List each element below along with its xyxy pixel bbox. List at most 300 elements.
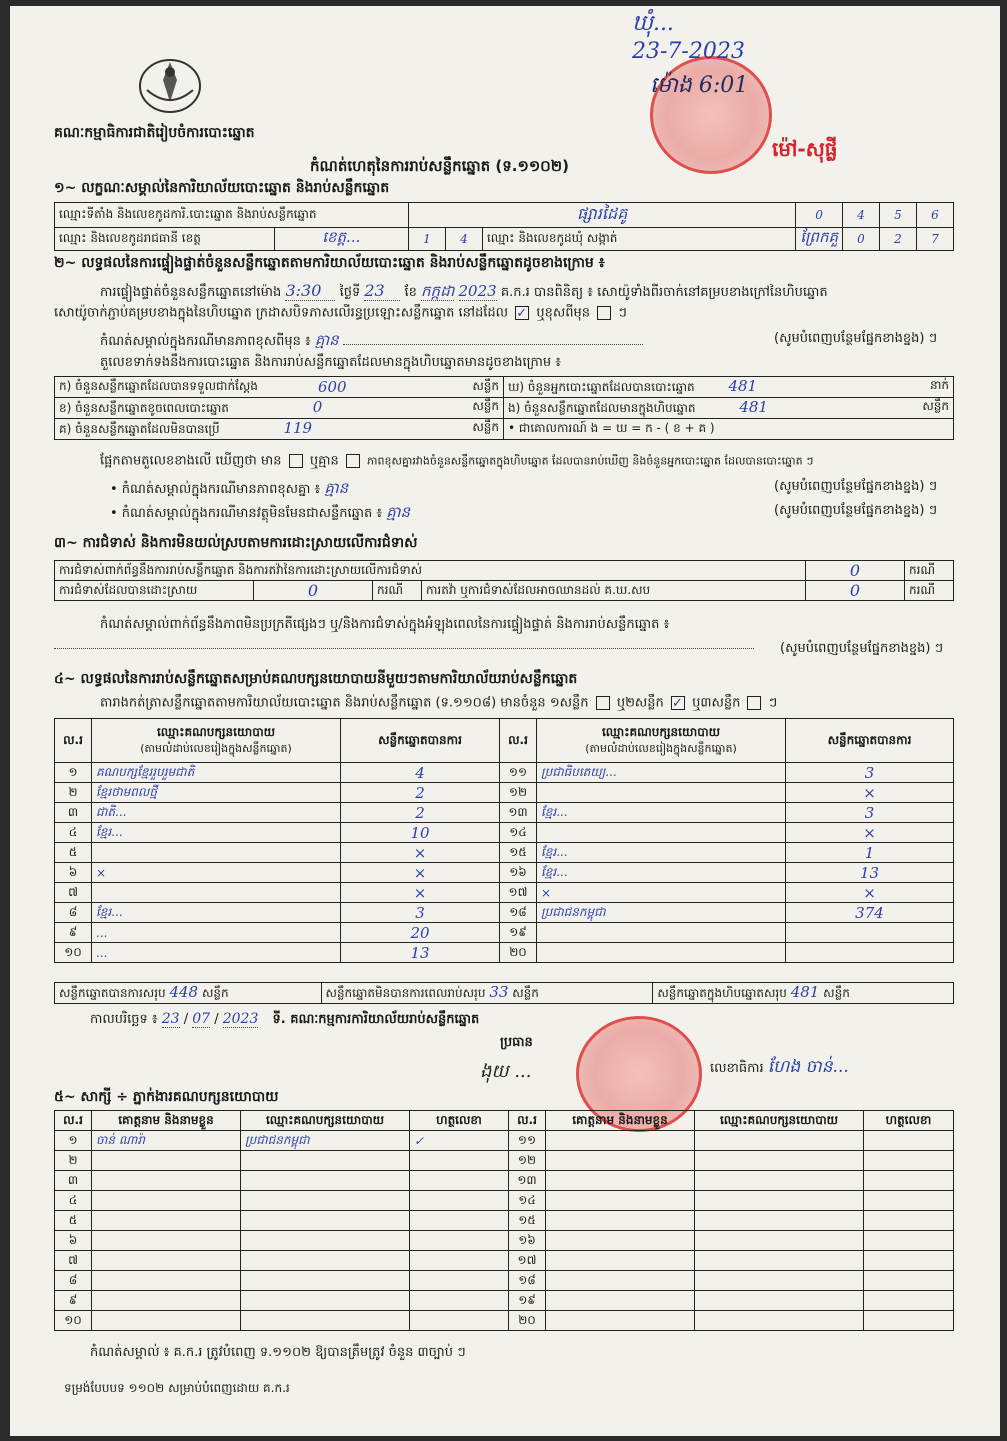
verify-line-2-text: សោយ៉ូចាក់ភ្ជាប់គម្របខាងក្នុងនៃហិបឆ្នោត ក្រដាសបិទភាសលើរន្ធប្រឡោះសន្លឹកឆ្នោត នៅដដែល xyxy=(54,305,509,321)
witness-row-party-left xyxy=(241,1211,410,1231)
witness-col-party-right: ឈ្មោះគណបក្សនយោបាយ xyxy=(695,1111,864,1131)
results-row-no-right: ១៣ xyxy=(500,803,537,823)
results-row-party-left xyxy=(92,883,341,903)
witness-row-sign-left[interactable] xyxy=(410,1151,509,1171)
total-invalid-unit: សន្លឹក xyxy=(512,986,539,1000)
results-row-votes-right: 3 xyxy=(786,803,954,823)
witness-row-name-left xyxy=(92,1251,241,1271)
results-row-party-right: ប្រជាជនកម្ពុជា xyxy=(537,903,786,923)
fig-ko-label xyxy=(55,419,504,440)
fig-gh-value: 481 xyxy=(728,377,758,395)
witness-row-no-right: ១៩ xyxy=(509,1291,546,1311)
verify-line-2: សោយ៉ូចាក់ភ្ជាប់គម្របខាងក្នុងនៃហិបឆ្នោត ក្រដាសបិទភាសលើរន្ធប្រឡោះសន្លឹកឆ្នោត នៅដដែល ✓ ឬខុសពីមុន ៗ xyxy=(54,305,627,321)
objection-fill-more: (សូមបំពេញបន្ថែមផ្នែកខាងខ្នង) ៗ xyxy=(780,641,944,656)
row1-code-1: 0 xyxy=(796,203,843,228)
signing-date-line: កាលបរិច្ឆេទ ៖ 23 / 07 / 2023 ទី. គណៈកម្មការការិយាល័យរាប់សន្លឹកឆ្នោត xyxy=(90,1011,480,1027)
witness-row-no-right: ២០ xyxy=(509,1311,546,1331)
witness-row-sign-right[interactable] xyxy=(864,1151,954,1171)
results-table xyxy=(54,718,954,963)
witness-row-no-left: ១ xyxy=(55,1131,92,1151)
results-row-votes-right: × xyxy=(786,783,954,803)
results-row xyxy=(55,943,954,963)
results-row xyxy=(55,823,954,843)
results-row-no-left: ២ xyxy=(55,783,92,803)
results-row-party-left: ... xyxy=(92,923,341,943)
results-row xyxy=(55,803,954,823)
row1-code-4: 6 xyxy=(917,203,954,228)
results-row-party-right: × xyxy=(537,883,786,903)
fig-kh-label xyxy=(55,398,504,419)
witness-row xyxy=(55,1131,954,1151)
results-row xyxy=(55,843,954,863)
objection-row2b-unit: ករណី xyxy=(905,581,954,601)
verify-line-1-rest: គ.ក.រ បានពិនិត្យ ៖ សោយ៉ូទាំងពីរចាក់នៅគម្របខាងក្រៅនៃហិបឆ្នោត xyxy=(500,285,828,300)
committee-name: គណៈកម្មាធិការជាតិរៀបចំការបោះឆ្នោត xyxy=(54,125,255,141)
results-row-votes-left: 10 xyxy=(341,823,500,843)
results-row-party-right: ប្រជាធិបតេយ្យ... xyxy=(537,763,786,783)
results-row-party-left: ជាតិ... xyxy=(92,803,341,823)
witness-row-sign-left[interactable] xyxy=(410,1211,509,1231)
row1-value: ផ្សារដៃគូ xyxy=(409,203,796,228)
witness-row-party-right xyxy=(695,1291,864,1311)
diff-note-label: • កំណត់សម្គាល់ក្នុងករណីមានភាពខុសគ្នា ៖ xyxy=(110,482,321,497)
fig-ko-unit: សន្លឹក xyxy=(472,420,499,434)
results-col-votes-right: សន្លឹកឆ្នោតបានការ xyxy=(786,719,954,763)
handwritten-date: 23-7-2023 xyxy=(632,39,745,64)
witness-row-no-left: ៨ xyxy=(55,1271,92,1291)
figures-intro: តួលេខទាក់ទងនឹងការបោះឆ្នោត និងការរាប់សន្លឹកឆ្នោតដែលមានក្នុងហិបឆ្នោតមានដូចខាងក្រោម ៖ xyxy=(100,355,561,370)
witness-row-sign-right[interactable] xyxy=(864,1291,954,1311)
fig-kh-value: 0 xyxy=(312,398,323,416)
row2-label: ឈ្មោះ និងលេខកូដរាជធានី ខេត្ត xyxy=(55,228,275,251)
results-row-no-right: ១៤ xyxy=(500,823,537,843)
results-col-party-right-sub: (តាមលំដាប់លេខរៀងក្នុងសន្លឹកឆ្នោត) xyxy=(585,741,737,755)
fig-gh-text: ឃ) ចំនួនអ្នកបោះឆ្នោតដែលបានបោះឆ្នោត xyxy=(508,380,695,394)
results-row-no-right: ១៧ xyxy=(500,883,537,903)
witness-row-no-left: ៣ xyxy=(55,1171,92,1191)
witness-row-no-left: ៥ xyxy=(55,1211,92,1231)
row2-commune-code-2: 2 xyxy=(880,228,917,251)
fig-formula: • ជាគោលការណ៍ ង = ឃ = ក - ( ខ + គ ) xyxy=(504,419,954,440)
two-sheets-checkbox[interactable]: ✓ xyxy=(671,696,685,710)
results-col-party-left-sub: (តាមលំដាប់លេខរៀងក្នុងសន្លឹកឆ្នោត) xyxy=(140,741,292,755)
witness-row-name-right xyxy=(546,1131,695,1151)
row2-commune-value: ព្រែកគួ xyxy=(796,228,843,251)
results-row-votes-right: × xyxy=(786,883,954,903)
three-sheets-checkbox[interactable] xyxy=(747,696,761,710)
results-row-votes-left: 20 xyxy=(341,923,500,943)
results-row-party-left xyxy=(92,843,341,863)
witness-row-sign-left[interactable]: ✓ xyxy=(410,1131,509,1151)
results-row-party-right: ខ្មែរ... xyxy=(537,843,786,863)
objection-row2-value: 0 xyxy=(254,581,373,601)
witness-col-sign-right: ហត្ថលេខា xyxy=(864,1111,954,1131)
results-col-party-right xyxy=(537,719,786,763)
results-row-no-left: ៤ xyxy=(55,823,92,843)
witness-row-sign-right[interactable] xyxy=(864,1311,954,1331)
results-row-no-left: ៨ xyxy=(55,903,92,923)
witness-col-sign-left: ហត្ថលេខា xyxy=(410,1111,509,1131)
results-row-no-right: ២០ xyxy=(500,943,537,963)
fig-k-text: ក) ចំនួនសន្លឹកឆ្នោតដែលបានទទួលជាក់ស្តែង xyxy=(59,379,258,393)
fig-k-value: 600 xyxy=(317,378,347,396)
results-row-party-right xyxy=(537,783,786,803)
results-row-party-left: ខ្មែរ... xyxy=(92,903,341,923)
different-option-label: ឬខុសពីមុន xyxy=(536,305,590,321)
results-row xyxy=(55,903,954,923)
results-row-votes-left: 13 xyxy=(341,943,500,963)
witness-row-party-right xyxy=(695,1171,864,1191)
objection-table xyxy=(54,560,954,601)
witness-row-party-left xyxy=(241,1151,410,1171)
results-row-no-left: ៦ xyxy=(55,863,92,883)
verify-year: 2023 xyxy=(458,282,497,300)
witness-row-party-left xyxy=(241,1311,410,1331)
witness-row-no-right: ១៧ xyxy=(509,1251,546,1271)
fig-gh-label xyxy=(504,377,954,398)
section2-heading: ២~ លទ្ធផលនៃការផ្ទៀងផ្ទាត់ចំនួនសន្លឹកឆ្នោតតាមការិយាល័យបោះឆ្នោត និងរាប់សន្លឹកឆ្នោតដូចខាងក្រោម ៖ xyxy=(54,255,605,271)
witness-row-sign-left[interactable] xyxy=(410,1191,509,1211)
witness-row-no-left: ២ xyxy=(55,1151,92,1171)
witness-row-name-right xyxy=(546,1191,695,1211)
witness-col-no-right: ល.រ xyxy=(509,1111,546,1131)
witness-row-no-right: ១៦ xyxy=(509,1231,546,1251)
witness-row-party-left xyxy=(241,1231,410,1251)
results-col-party-left-title: ឈ្មោះគណបក្សនយោបាយ xyxy=(156,724,276,739)
results-row-no-right: ១២ xyxy=(500,783,537,803)
same-checkbox[interactable]: ✓ xyxy=(515,306,529,320)
witness-row-name-right xyxy=(546,1151,695,1171)
witness-row xyxy=(55,1291,954,1311)
results-row xyxy=(55,883,954,903)
results-row-no-right: ១៨ xyxy=(500,903,537,923)
three-sheets-label: ឬ៣សន្លឹក xyxy=(692,695,741,711)
witness-row-name-left xyxy=(92,1291,241,1311)
witness-row-sign-right[interactable] xyxy=(864,1251,954,1271)
witness-row-name-left: ចាន់ ណារ៉ា xyxy=(92,1131,241,1151)
total-invalid xyxy=(321,983,653,1004)
witness-row-name-right xyxy=(546,1171,695,1191)
results-row xyxy=(55,763,954,783)
results-row xyxy=(55,783,954,803)
witness-row-name-right xyxy=(546,1251,695,1271)
objection-row1-label: ការជំទាស់ពាក់ព័ន្ធនឹងការរាប់សន្លឹកឆ្នោត និងការតវ៉ានៃការដោះស្រាយលើការជំទាស់ xyxy=(55,561,806,581)
total-box-label: សន្លឹកឆ្នោតក្នុងហិបឆ្នោតសរុប xyxy=(657,986,787,1000)
witness-col-name-right: គោត្តនាម និងនាមខ្លួន xyxy=(546,1111,695,1131)
signing-date-year: 2023 xyxy=(222,1011,259,1027)
results-row-party-left: × xyxy=(92,863,341,883)
results-row-party-right xyxy=(537,943,786,963)
verify-time: 3:30 xyxy=(285,282,335,301)
compare-rest: ភាពខុសគ្នារវាងចំនួនសន្លឹកឆ្នោតក្នុងហិបឆ្នោត ដែលបានរាប់ឃើញ និងចំនួនអ្នកបោះឆ្នោត ដែលបានបោះឆ្នោត ៗ xyxy=(367,454,814,468)
tally-sheet-line: តារាងកត់ត្រាសន្លឹកឆ្នោតតាមការិយាល័យបោះឆ្នោត និងរាប់សន្លឹកឆ្នោត (ទ.១១០៨) មានចំនួន ១សន្លឹក ឬ២សន្លឹក ✓ ឬ៣សន្លឹក ៗ xyxy=(100,695,778,711)
results-row xyxy=(55,923,954,943)
difference-note-line xyxy=(100,332,950,349)
witness-row-sign-left[interactable] xyxy=(410,1251,509,1271)
witness-row xyxy=(55,1211,954,1231)
objection-row1-unit: ករណី xyxy=(905,561,954,581)
results-row-votes-right: × xyxy=(786,823,954,843)
witness-row-sign-right[interactable] xyxy=(864,1131,954,1151)
fig-ng-text: ង) ចំនួនសន្លឹកឆ្នោតដែលមានក្នុងហិបឆ្នោត xyxy=(508,401,696,415)
results-row-votes-left: 3 xyxy=(341,903,500,923)
diff-note-fill-more: (សូមបំពេញបន្ថែមផ្នែកខាងខ្នង) ៗ xyxy=(774,479,938,494)
row1-code-3: 5 xyxy=(880,203,917,228)
difference-note-value: គ្មាន xyxy=(314,331,339,349)
verify-time-label: ការផ្ទៀងផ្ទាត់ចំនួនសន្លឹកឆ្នោតនៅម៉ោង xyxy=(100,285,282,300)
objection-note-dots xyxy=(54,648,754,649)
results-row-no-left: ៥ xyxy=(55,843,92,863)
results-row-no-right: ១៩ xyxy=(500,923,537,943)
results-col-party-right-title: ឈ្មោះគណបក្សនយោបាយ xyxy=(601,724,721,739)
results-row-votes-left: × xyxy=(341,843,500,863)
results-row-no-left: ៣ xyxy=(55,803,92,823)
results-totals xyxy=(54,982,954,1004)
fig-ng-value: 481 xyxy=(739,398,768,416)
witness-row-name-left xyxy=(92,1171,241,1191)
secretary-line xyxy=(710,1058,849,1077)
results-row-party-right xyxy=(537,923,786,943)
witness-row-sign-left[interactable] xyxy=(410,1311,509,1331)
fig-ko-text: គ) ចំនួនសន្លឹកឆ្នោតដែលមិនបានប្រើ xyxy=(59,422,220,436)
witness-row-name-right xyxy=(546,1231,695,1251)
results-row-no-left: ១ xyxy=(55,763,92,783)
row2-value: ខេត្ត... xyxy=(274,228,408,251)
results-row-party-right: ខ្មែរ... xyxy=(537,863,786,883)
objection-row1-value: 0 xyxy=(806,561,905,581)
signing-date-label: កាលបរិច្ឆេទ ៖ xyxy=(90,1012,158,1027)
witness-row-no-right: ១៣ xyxy=(509,1171,546,1191)
national-emblem-icon xyxy=(135,50,205,116)
witness-row-no-right: ១៨ xyxy=(509,1271,546,1291)
witness-col-no-left: ល.រ xyxy=(55,1111,92,1131)
objection-note: កំណត់សម្គាល់ពាក់ព័ន្ធនឹងភាពមិនប្រក្រតីផ្សេងៗ ឬ/និងការជំទាស់ក្នុងអំឡុងពេលនៃការផ្ទៀងផ្ទាត់ និងការរាប់សន្លឹកឆ្នោត ៖ xyxy=(100,617,670,632)
results-row-votes-right: 374 xyxy=(786,903,954,923)
results-row-no-right: ១៥ xyxy=(500,843,537,863)
verify-month: កក្កដា xyxy=(421,282,455,300)
compare-line xyxy=(100,454,813,469)
difference-note-fill-more: (សូមបំពេញបន្ថែមផ្នែកខាងខ្នង) ៗ xyxy=(774,331,938,346)
total-box-unit: សន្លឹក xyxy=(823,986,850,1000)
chair-label: ប្រធាន xyxy=(500,1035,533,1050)
witness-row-name-left xyxy=(92,1271,241,1291)
extra-note-line xyxy=(110,504,950,521)
results-row-votes-left: 4 xyxy=(341,763,500,783)
witness-row-name-left xyxy=(92,1211,241,1231)
witness-row-no-right: ១៤ xyxy=(509,1191,546,1211)
section5-heading: ៥~ សាក្សី ÷ ភ្នាក់ងារគណបក្សនយោបាយ xyxy=(54,1089,279,1105)
section1-heading: ១~ លក្ខណៈសម្គាល់នៃការិយាល័យបោះឆ្នោត និងរាប់សន្លឹកឆ្នោត xyxy=(54,180,390,196)
row2-commune-label: ឈ្មោះ និងលេខកូដឃុំ សង្កាត់ xyxy=(483,228,796,251)
fig-gh-unit: នាក់ xyxy=(929,378,949,392)
results-row-party-left: គណបក្សខ្មែររួបរួមជាតិ xyxy=(92,763,341,783)
handwritten-name: ម៉ៅ-សុផ្លី xyxy=(772,137,838,161)
results-row-votes-left: 2 xyxy=(341,803,500,823)
results-row-party-right xyxy=(537,823,786,843)
tally-intro: តារាងកត់ត្រាសន្លឹកឆ្នោតតាមការិយាល័យបោះឆ្នោត និងរាប់សន្លឹកឆ្នោត (ទ.១១០៨) មានចំនួន ១សន្លឹក xyxy=(100,695,589,711)
results-row-votes-left: × xyxy=(341,883,500,903)
section4-heading: ៤~ លទ្ធផលនៃការរាប់សន្លឹកឆ្នោតសម្រាប់គណបក្សនយោបាយនីមួយៗតាមការិយាល័យរាប់សន្លឹកឆ្នោត xyxy=(54,671,578,687)
witness-row-name-left xyxy=(92,1311,241,1331)
row2-commune-code-1: 0 xyxy=(843,228,880,251)
row1-code-2: 4 xyxy=(843,203,880,228)
witness-row xyxy=(55,1251,954,1271)
committee-label: ទី. គណៈកម្មការការិយាល័យរាប់សន្លឹកឆ្នោត xyxy=(272,1012,480,1027)
witness-row-no-left: ១០ xyxy=(55,1311,92,1331)
witness-note: កំណត់សម្គាល់ ៖ គ.ក.រ ត្រូវបំពេញ ទ.១១០២ ឱ្យបានត្រឹមត្រូវ ចំនួន ៣ច្បាប់ ៗ xyxy=(90,1345,466,1360)
results-row-votes-left: 2 xyxy=(341,783,500,803)
witness-row-sign-right[interactable] xyxy=(864,1231,954,1251)
witness-row-no-left: ៦ xyxy=(55,1231,92,1251)
fig-kh-unit: សន្លឹក xyxy=(472,399,499,413)
section1-table xyxy=(54,202,954,251)
witness-row-sign-left[interactable] xyxy=(410,1231,509,1251)
witness-row-no-right: ១២ xyxy=(509,1151,546,1171)
total-box-value: 481 xyxy=(790,983,820,1001)
witness-row-name-right xyxy=(546,1291,695,1311)
witness-col-name-left: គោត្តនាម និងនាមខ្លួន xyxy=(92,1111,241,1131)
witness-row-no-right: ១១ xyxy=(509,1131,546,1151)
results-row-party-left: ខ្មែរថាមពលថ្មី xyxy=(92,783,341,803)
row2-code-1: 1 xyxy=(409,228,446,251)
results-row-votes-right: 13 xyxy=(786,863,954,883)
total-invalid-value: 33 xyxy=(489,983,509,1001)
one-sheet-checkbox[interactable] xyxy=(596,696,610,710)
verify-month-label: ខែ xyxy=(404,285,417,300)
results-col-no-right: ល.រ xyxy=(500,719,537,763)
fig-ng-label xyxy=(504,398,954,419)
verify-day: 23 xyxy=(364,282,400,301)
results-row-no-right: ១៦ xyxy=(500,863,537,883)
form-footer: ទម្រង់បែបបទ ១១០២ សម្រាប់បំពេញដោយ គ.ក.រ xyxy=(64,1381,290,1395)
witness-col-party-left: ឈ្មោះគណបក្សនយោបាយ xyxy=(241,1111,410,1131)
witness-row-party-right xyxy=(695,1231,864,1251)
results-row-no-right: ១១ xyxy=(500,763,537,783)
objection-row2b-label: ការតវ៉ា ឬការជំទាស់ដែលអាចឈានដល់ គ.ឃ.សប xyxy=(422,581,806,601)
witness-row-name-right xyxy=(546,1211,695,1231)
witness-row-party-right xyxy=(695,1131,864,1151)
witness-row-party-left xyxy=(241,1271,410,1291)
form-sheet xyxy=(10,6,1000,1436)
extra-note-label: • កំណត់សម្គាល់ក្នុងករណីមានវត្ថុមិនមែនជាសន្លឹកឆ្នោត ៖ xyxy=(110,506,383,521)
results-col-party-left xyxy=(92,719,341,763)
witness-row-name-right xyxy=(546,1271,695,1291)
total-valid-value: 448 xyxy=(169,983,199,1001)
secretary-label: លេខាធិការ xyxy=(710,1061,764,1076)
form-title: កំណត់ហេតុនៃការរាប់សន្លឹកឆ្នោត (ទ.១១០២) xyxy=(310,157,570,175)
two-sheets-label: ឬ២សន្លឹក xyxy=(616,695,664,711)
witness-row-no-left: ៧ xyxy=(55,1251,92,1271)
has-difference-checkbox[interactable] xyxy=(289,454,303,468)
results-row-party-left: ... xyxy=(92,943,341,963)
fig-k-unit: សន្លឹក xyxy=(472,379,499,393)
witness-row-party-left: ប្រជាជនកម្ពុជា xyxy=(241,1131,410,1151)
witness-row-sign-left[interactable] xyxy=(410,1271,509,1291)
results-row-votes-right xyxy=(786,943,954,963)
row1-label: ឈ្មោះទីតាំង និងលេខកូដការិ.បោះឆ្នោត និងរាប់សន្លឹកឆ្នោត xyxy=(55,203,409,228)
results-row-no-left: ១០ xyxy=(55,943,92,963)
objection-row2b-value: 0 xyxy=(806,581,905,601)
results-row xyxy=(55,863,954,883)
results-row-no-left: ៧ xyxy=(55,883,92,903)
handwritten-note-1: ឃុំ... xyxy=(632,11,674,36)
difference-note-label: កំណត់សម្គាល់ក្នុងករណីមានភាពខុសពីមុន ៖ xyxy=(100,334,311,349)
witness-row-no-right: ១៥ xyxy=(509,1211,546,1231)
total-valid xyxy=(55,983,322,1004)
witness-row xyxy=(55,1231,954,1251)
witness-row-sign-left[interactable] xyxy=(410,1291,509,1311)
witness-row-sign-right[interactable] xyxy=(864,1211,954,1231)
witness-row-sign-right[interactable] xyxy=(864,1171,954,1191)
figures-table xyxy=(54,376,954,440)
row2-code-2: 4 xyxy=(446,228,483,251)
objection-row2-label: ការជំទាស់ដែលបានដោះស្រាយ xyxy=(55,581,254,601)
verify-day-label: ថ្ងៃទី xyxy=(339,285,361,300)
witness-row xyxy=(55,1271,954,1291)
fig-ng-unit: សន្លឹក xyxy=(922,399,949,413)
secretary-signature: ហែង ចាន់... xyxy=(767,1057,849,1077)
row2-commune-code-3: 7 xyxy=(917,228,954,251)
results-row-votes-left: × xyxy=(341,863,500,883)
signing-date-month: 07 xyxy=(192,1011,211,1027)
witness-row-party-right xyxy=(695,1251,864,1271)
fig-k-label xyxy=(55,377,504,398)
no-difference-checkbox[interactable] xyxy=(346,454,360,468)
different-checkbox[interactable] xyxy=(597,306,611,320)
witness-row-party-right xyxy=(695,1271,864,1291)
results-col-votes-left: សន្លឹកឆ្នោតបានការ xyxy=(341,719,500,763)
witness-row-party-right xyxy=(695,1211,864,1231)
difference-note-dots xyxy=(343,344,643,345)
section3-heading: ៣~ ការជំទាស់ និងការមិនយល់ស្របតាមការដោះស្រាយលើការជំទាស់ xyxy=(54,535,418,551)
witness-row-name-left xyxy=(92,1191,241,1211)
verify-line-1 xyxy=(100,282,828,301)
total-valid-label: សន្លឹកឆ្នោតបានការសរុប xyxy=(59,986,166,1000)
signing-date-day: 23 xyxy=(161,1011,180,1027)
compare-text: ផ្អែកតាមតួលេខខាងលើ ឃើញថា មាន xyxy=(100,453,282,469)
diff-note-line xyxy=(110,480,950,497)
objection-row2-unit: ករណី xyxy=(373,581,422,601)
results-row-votes-right: 1 xyxy=(786,843,954,863)
witness-row-name-left xyxy=(92,1151,241,1171)
witness-row xyxy=(55,1191,954,1211)
results-row-party-right: ខ្មែរ... xyxy=(537,803,786,823)
chair-signature: ងុយ ... xyxy=(480,1061,532,1082)
results-row-no-left: ៩ xyxy=(55,923,92,943)
witness-row-sign-left[interactable] xyxy=(410,1171,509,1191)
witness-row-party-left xyxy=(241,1291,410,1311)
witness-row-no-left: ៤ xyxy=(55,1191,92,1211)
total-invalid-label: សន្លឹកឆ្នោតមិនបានការពេលរាប់សរុប xyxy=(325,986,486,1000)
witness-row-sign-right[interactable] xyxy=(864,1271,954,1291)
fig-ko-value: 119 xyxy=(283,419,313,437)
no-difference-label: ឬគ្មាន xyxy=(309,453,339,469)
witness-row-party-left xyxy=(241,1191,410,1211)
results-row-votes-right xyxy=(786,923,954,943)
fig-kh-text: ខ) ចំនួនសន្លឹកឆ្នោតខូចពេលបោះឆ្នោត xyxy=(59,401,229,415)
extra-note-fill-more: (សូមបំពេញបន្ថែមផ្នែកខាងខ្នង) ៗ xyxy=(774,503,938,518)
total-valid-unit: សន្លឹក xyxy=(201,986,229,1000)
witness-row-sign-right[interactable] xyxy=(864,1191,954,1211)
witness-row-party-left xyxy=(241,1251,410,1271)
witness-row-no-left: ៩ xyxy=(55,1291,92,1311)
witness-row xyxy=(55,1311,954,1331)
witness-row-party-right xyxy=(695,1191,864,1211)
witness-row xyxy=(55,1151,954,1171)
results-row-votes-right: 3 xyxy=(786,763,954,783)
witness-row-name-right xyxy=(546,1311,695,1331)
witness-row-name-left xyxy=(92,1231,241,1251)
